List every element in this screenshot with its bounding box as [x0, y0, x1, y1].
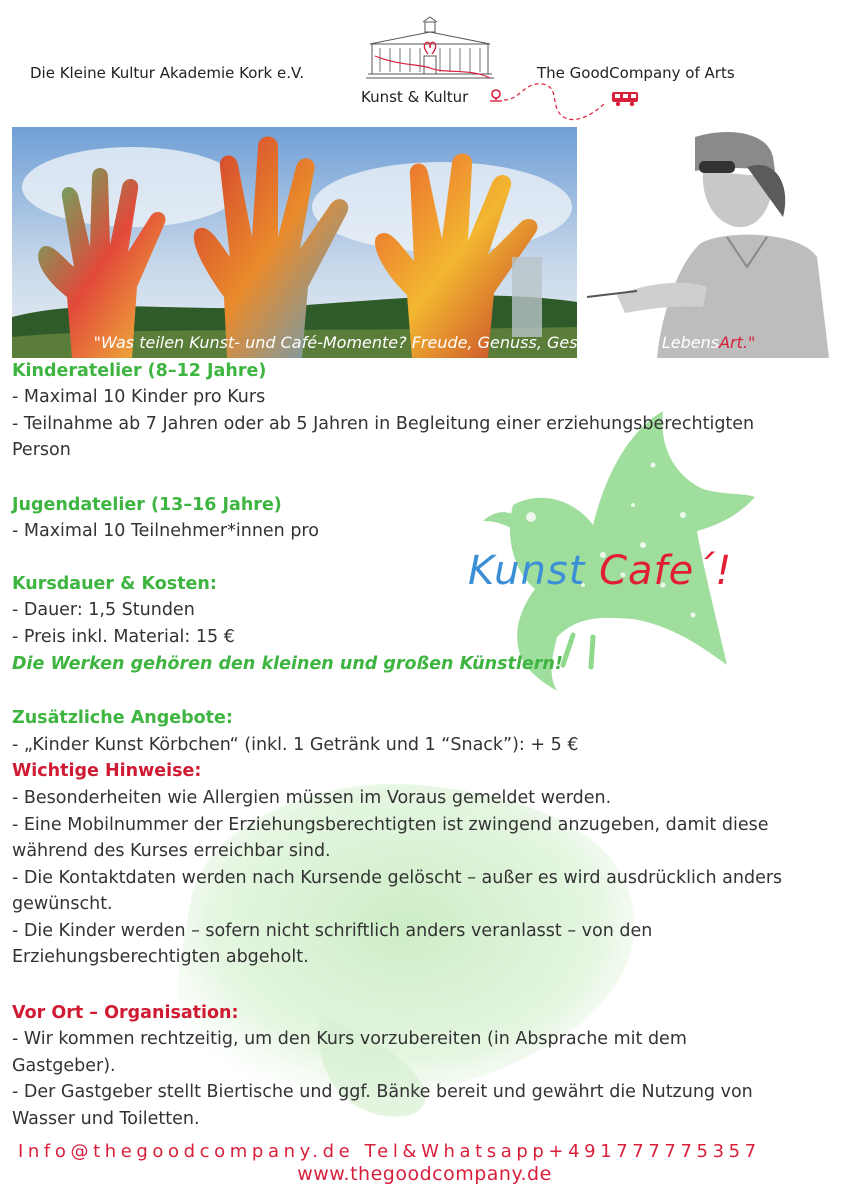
kurs-line: - Preis inkl. Material: 15 € [12, 627, 235, 647]
jugend-heading: Jugendatelier (13–16 Jahre) [12, 495, 282, 515]
kinder-heading: Kinderatelier (8–12 Jahre) [12, 361, 267, 381]
vorort-line: - Der Gastgeber stellt Biertische und ggf. Bänke bereit und gewährt die Nutzung von [12, 1082, 753, 1102]
museum-building-icon [360, 16, 500, 88]
vorort-line: Wasser und Toiletten. [12, 1109, 200, 1129]
header-left-org: Die Kleine Kultur Akademie Kork e.V. [30, 64, 305, 82]
hinweise-line: - Die Kinder werden – sofern nicht schriftlich anders veranlasst – von den [12, 921, 653, 941]
kinder-line: - Maximal 10 Kinder pro Kurs [12, 387, 266, 407]
quote-accent: Art." [719, 333, 756, 352]
hinweise-line: gewünscht. [12, 894, 113, 914]
vorort-heading: Vor Ort – Organisation: [12, 1003, 239, 1023]
hinweise-line: - Die Kontaktdaten werden nach Kursende gelöscht – außer es wird ausdrücklich anders [12, 868, 783, 888]
painter-photo [577, 127, 837, 358]
route-map-icon [480, 76, 650, 126]
quote-main: "Was teilen Kunst- und Café-Momente? Freude, Genuss, Geselligkeit… Lebens [93, 333, 720, 352]
map-pin-icon [490, 90, 502, 101]
zusatz-heading: Zusätzliche Angebote: [12, 708, 233, 728]
banner-quote [12, 333, 837, 352]
hinweise-line: - Besonderheiten wie Allergien müssen im Voraus gemeldet werden. [12, 788, 612, 808]
van-icon [612, 92, 638, 106]
kurs-heading: Kursdauer & Kosten: [12, 574, 217, 594]
jugend-line: - Maximal 10 Teilnehmer*innen pro [12, 521, 319, 541]
hinweise-line: Erziehungsberechtigten abgeholt. [12, 947, 309, 967]
kinder-line: - Teilnahme ab 7 Jahren oder ab 5 Jahren in Begleitung einer erziehungsberechtigten [12, 414, 755, 434]
footer-website-link[interactable]: www.thegoodcompany.de [297, 1163, 552, 1185]
painted-hands-photo [12, 127, 577, 358]
kunst-cafe-stamp [468, 548, 732, 594]
kinder-line: Person [12, 440, 71, 460]
header-right-org: The GoodCompany of Arts [537, 64, 735, 82]
hinweise-line: während des Kurses erreichbar sind. [12, 841, 331, 861]
hinweise-line: - Eine Mobilnummer der Erziehungsberechtigten ist zwingend anzugeben, damit diese [12, 815, 769, 835]
kurs-line: - Dauer: 1,5 Stunden [12, 600, 195, 620]
kurs-emphasis: Die Werken gehören den kleinen und großen Künstlern! [12, 654, 563, 674]
footer-contact[interactable]: Info@thegoodcompany.de Tel&Whatsapp+491777775357 [18, 1141, 761, 1162]
vorort-line: Gastgeber). [12, 1056, 116, 1076]
zusatz-line: - „Kinder Kunst Körbchen“ (inkl. 1 Getränk und 1 “Snack”): + 5 € [12, 735, 579, 755]
stamp-cafe: Cafe´! [599, 548, 733, 594]
logo-caption: Kunst & Kultur [361, 88, 469, 106]
hinweise-heading: Wichtige Hinweise: [12, 761, 202, 781]
stamp-kunst: Kunst [468, 548, 586, 594]
vorort-line: - Wir kommen rechtzeitig, um den Kurs vorzubereiten (in Absprache mit dem [12, 1029, 687, 1049]
